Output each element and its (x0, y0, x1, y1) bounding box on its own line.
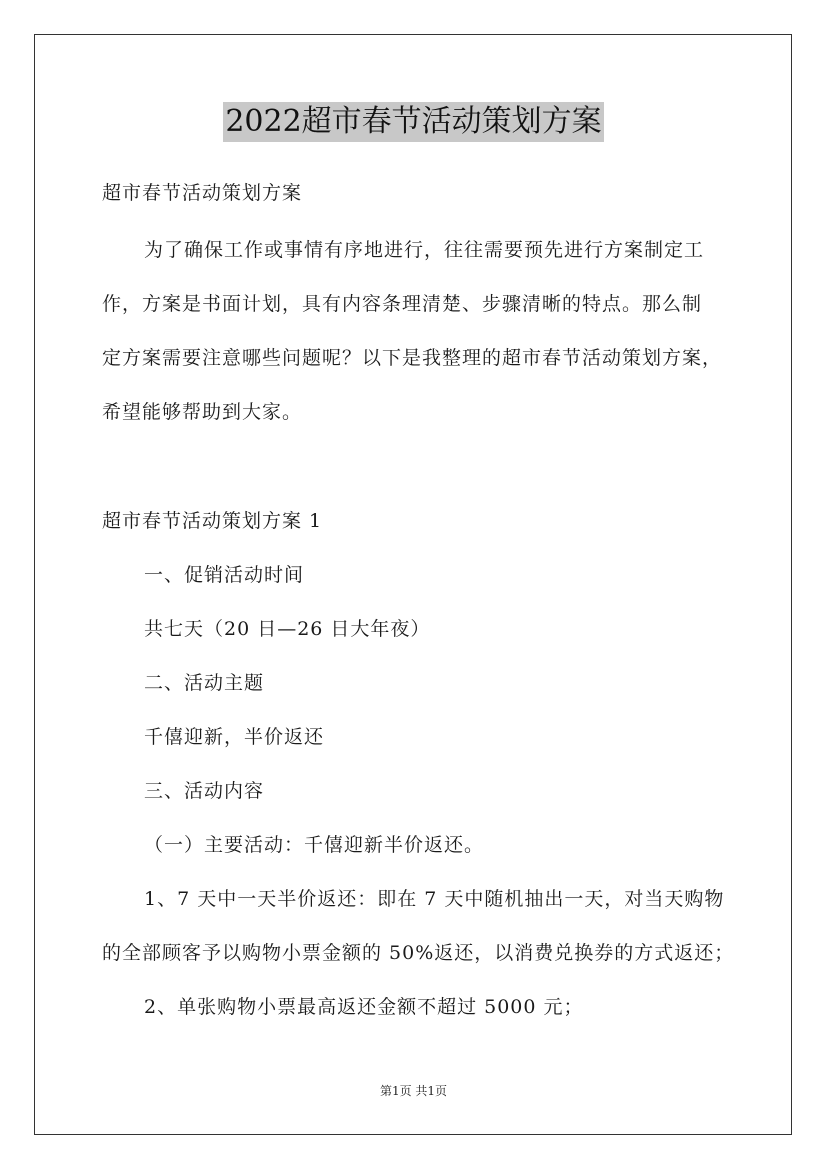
paragraph-line: 共七天（20 日—26 日大年夜） (144, 618, 431, 640)
paragraph-line: 希望能够帮助到大家。 (102, 401, 303, 423)
paragraph-line: 的全部顾客予以购物小票金额的 50%返还，以消费兑换券的方式返还； (102, 942, 735, 964)
title-container (0, 102, 827, 142)
paragraph-line: 作，方案是书面计划，具有内容条理清楚、步骤清晰的特点。那么制 (102, 293, 703, 315)
section-heading: 超市春节活动策划方案 1 (102, 510, 323, 532)
intro-heading: 超市春节活动策划方案 (102, 182, 303, 204)
paragraph-line: 一、促销活动时间 (144, 564, 305, 586)
paragraph-line: 三、活动内容 (144, 780, 265, 802)
paragraph-line: 二、活动主题 (144, 672, 265, 694)
page-footer: 第1页 共1页 (379, 1084, 448, 1098)
paragraph-line: 千僖迎新，半价返还 (144, 726, 325, 748)
paragraph-line: 定方案需要注意哪些问题呢？以下是我整理的超市春节活动策划方案， (102, 347, 723, 369)
document-title: 2022超市春节活动策划方案 (223, 102, 603, 142)
paragraph-line: 为了确保工作或事情有序地进行，往往需要预先进行方案制定工 (144, 239, 705, 261)
paragraph-line: 1、7 天中一天半价返还：即在 7 天中随机抽出一天，对当天购物 (144, 888, 725, 910)
paragraph-line: 2、单张购物小票最高返还金额不超过 5000 元； (144, 996, 584, 1018)
paragraph-line: （一）主要活动：千僖迎新半价返还。 (144, 834, 485, 856)
